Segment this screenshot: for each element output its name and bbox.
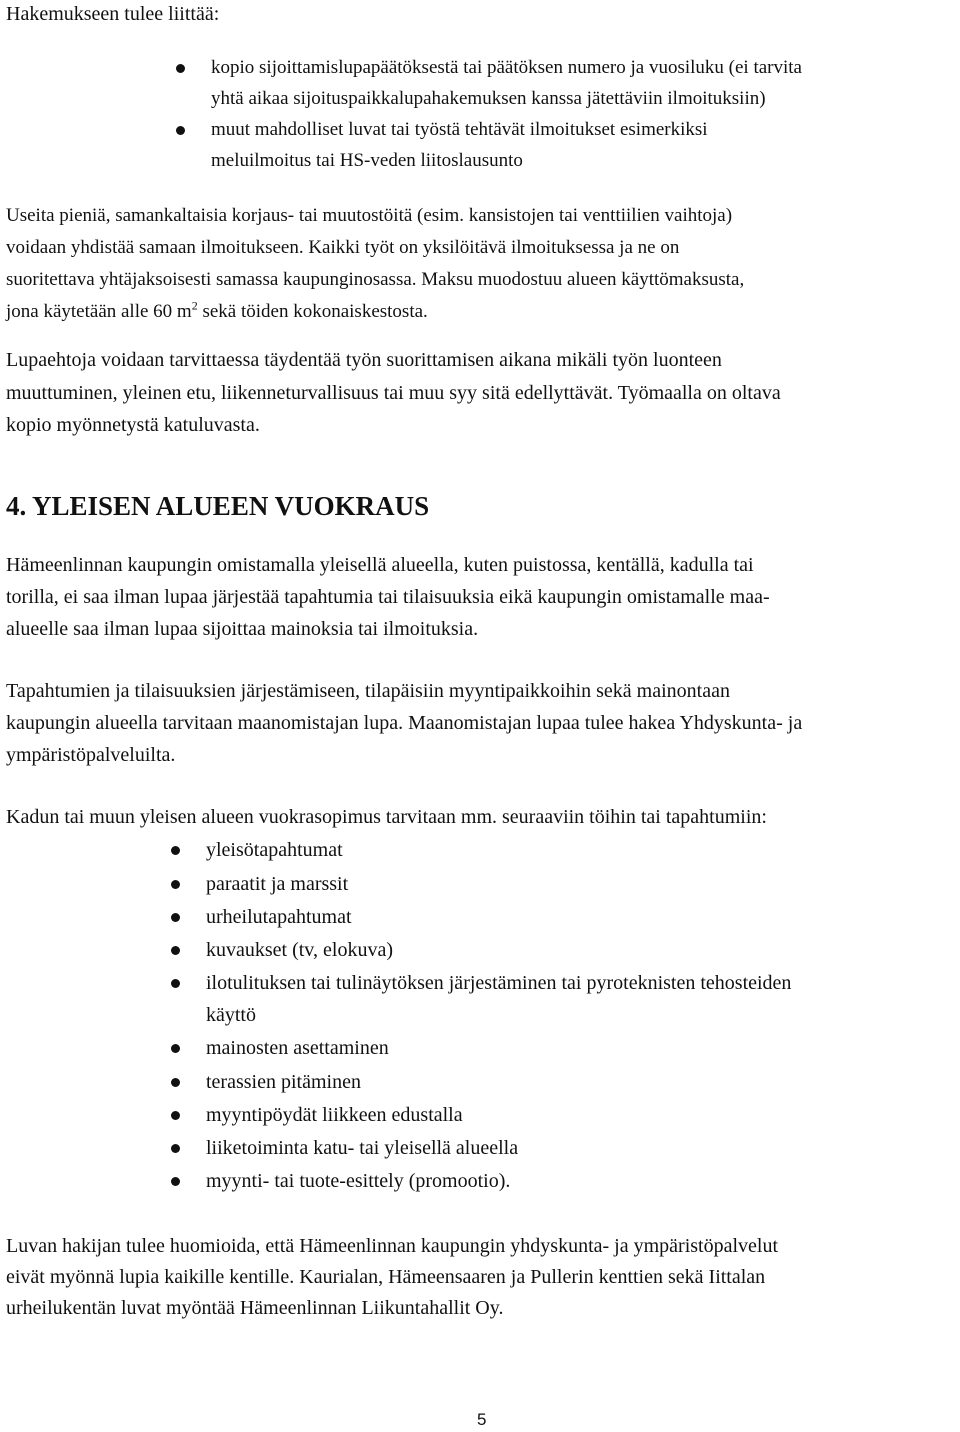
list-item-continuation: käyttö [206, 1004, 256, 1026]
paragraph-line: eivät myönnä lupia kaikille kentille. Kaurialan, Hämeensaaren ja Pullerin kenttien sekä Iittalan [6, 1266, 766, 1288]
paragraph-line: voidaan yhdistää samaan ilmoitukseen. Kaikki työt on yksilöitävä ilmoituksessa ja ne on [6, 237, 680, 258]
paragraph-line: alueelle saa ilman lupaa sijoittaa mainoksia tai ilmoituksia. [6, 618, 479, 640]
list-item: urheilutapahtumat [206, 906, 352, 928]
list-item: liiketoiminta katu- tai yleisellä alueella [206, 1137, 519, 1159]
bullet-icon [171, 1078, 180, 1087]
list-item-continuation: yhtä aikaa sijoituspaikkalupahakemuksen kanssa jätettäviin ilmoituksiin) [211, 88, 766, 109]
paragraph-line: Luvan hakijan tulee huomioida, että Hämeenlinnan kaupungin yhdyskunta- ja ympäristöpalvelut [6, 1235, 779, 1257]
bullet-icon [171, 1111, 180, 1120]
list-item-continuation: meluilmoitus tai HS-veden liitoslausunto [211, 150, 523, 171]
bullet-icon [171, 880, 180, 889]
paragraph-line: torilla, ei saa ilman lupaa järjestää tapahtumia tai tilaisuuksia eikä kaupungin omistamalle maa- [6, 586, 770, 608]
list-item: muut mahdolliset luvat tai työstä tehtävät ilmoitukset esimerkiksi [211, 119, 708, 140]
list-item: myynti- tai tuote-esittely (promootio). [206, 1170, 511, 1192]
section-heading: 4. YLEISEN ALUEEN VUOKRAUS [6, 491, 430, 521]
paragraph-line: Useita pieniä, samankaltaisia korjaus- tai muutostöitä (esim. kansistojen tai venttiilien vaihtoja) [6, 205, 733, 226]
paragraph-line: muuttuminen, yleinen etu, liikenneturvallisuus tai muu syy sitä edellyttävät. Työmaalla on oltava [6, 382, 781, 404]
list-item: myyntipöydät liikkeen edustalla [206, 1104, 463, 1126]
bullet-icon [171, 946, 180, 955]
paragraph-line: ympäristöpalveluilta. [6, 744, 176, 766]
paragraph-line: jona käytetään alle 60 $m^2$ sekä töiden kokonaiskestosta. [6, 298, 428, 322]
paragraph-line: Tapahtumien ja tilaisuuksien järjestämiseen, tilapäisiin myyntipaikkoihin sekä mainontaan [6, 680, 730, 702]
list-item: mainosten asettaminen [206, 1037, 389, 1059]
bullet-icon [176, 126, 185, 135]
bullet-icon [171, 1177, 180, 1186]
paragraph-line: suoritettava yhtäjaksoisesti samassa kaupunginosassa. Maksu muodostuu alueen käyttömaksusta, [6, 269, 745, 290]
list-item: kuvaukset (tv, elokuva) [206, 939, 393, 961]
bullet-icon [171, 1144, 180, 1153]
bullet-icon [171, 846, 180, 855]
list-item: kopio sijoittamislupapäätöksestä tai päätöksen numero ja vuosiluku (ei tarvita [211, 57, 802, 78]
paragraph-line: urheilukentän luvat myöntää Hämeenlinnan Liikuntahallit Oy. [6, 1297, 504, 1319]
page-number: 5 [477, 1410, 487, 1429]
bullet-icon [171, 979, 180, 988]
list-item: terassien pitäminen [206, 1071, 361, 1093]
paragraph-line: Lupaehtoja voidaan tarvittaessa täydentää työn suorittamisen aikana mikäli työn luonteen [6, 349, 722, 371]
list-item: ilotulituksen tai tulinäytöksen järjestäminen tai pyroteknisten tehosteiden [206, 972, 792, 994]
paragraph-line: Hämeenlinnan kaupungin omistamalla yleisellä alueella, kuten puistossa, kentällä, kadulla tai [6, 554, 754, 576]
list-item: paraatit ja marssit [206, 873, 349, 895]
bullet-icon [171, 1044, 180, 1053]
paragraph-line: kopio myönnetystä katuluvasta. [6, 414, 260, 436]
paragraph-rental-agreement: Kadun tai muun yleisen alueen vuokrasopimus tarvitaan mm. seuraaviin töihin tai tapahtumiin: [6, 806, 767, 828]
bullet-icon [171, 913, 180, 922]
list-item: yleisötapahtumat [206, 839, 343, 861]
bullet-icon [176, 64, 185, 73]
intro-label: Hakemukseen tulee liittää: [6, 3, 220, 25]
paragraph-line: kaupungin alueella tarvitaan maanomistajan lupa. Maanomistajan lupaa tulee hakea Yhdyskunta- ja [6, 712, 803, 734]
